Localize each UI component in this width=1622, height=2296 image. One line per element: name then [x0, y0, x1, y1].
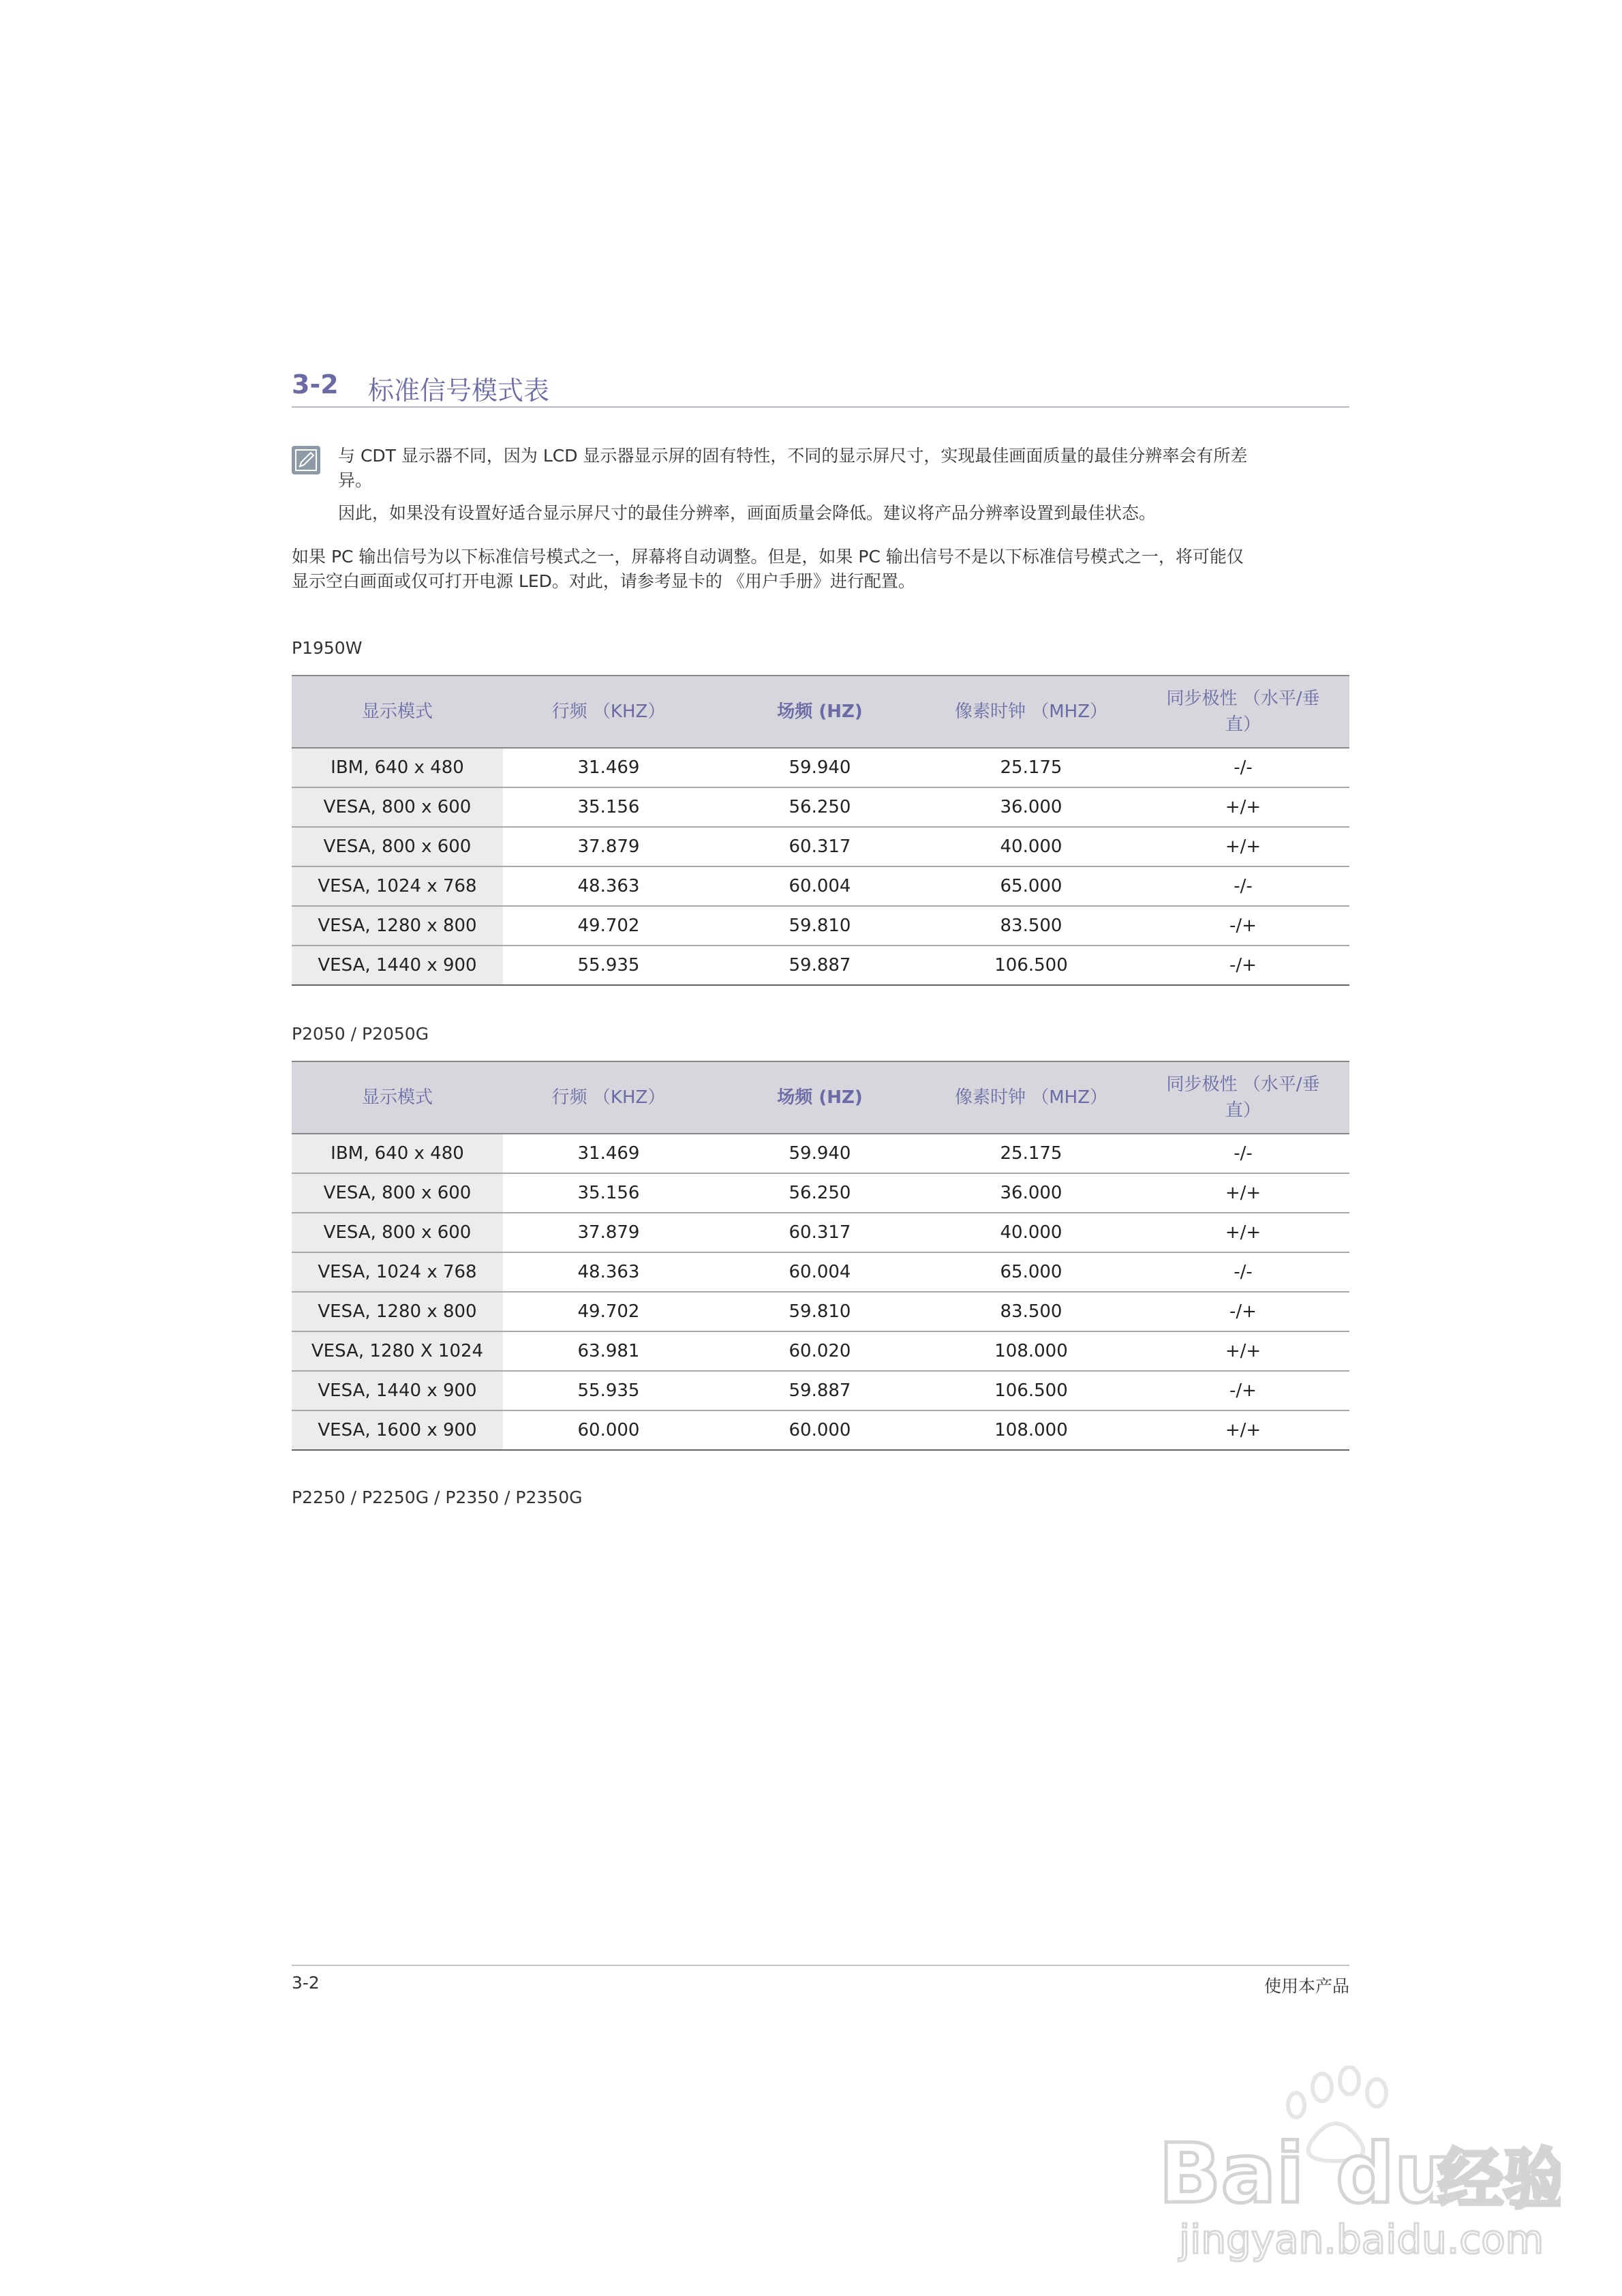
cell-polarity: -/+	[1137, 1292, 1349, 1331]
note-text-line1: 与 CDT 显示器不同，因为 LCD 显示器显示屏的固有特性，不同的显示屏尺寸，实现最佳画面质量的最佳分辨率会有所差	[338, 446, 1248, 466]
header-sync-polarity	[1137, 1061, 1349, 1134]
header-pixel-clock: 像素时钟 （MHZ）	[925, 1061, 1137, 1134]
svg-text:jingyan.baidu.com: jingyan.baidu.com	[1179, 2216, 1544, 2263]
cell-vfreq: 60.004	[714, 1252, 925, 1292]
cell-pixclk: 106.500	[925, 1371, 1137, 1410]
model-label-p2250: P2250 / P2250G / P2350 / P2350G	[292, 1487, 583, 1507]
section-number: 3-2	[292, 369, 339, 399]
table-row	[292, 1371, 1349, 1410]
cell-pixclk: 106.500	[925, 946, 1137, 985]
table-row	[292, 1331, 1349, 1371]
cell-mode: VESA, 1280 x 800	[292, 906, 503, 946]
table-row	[292, 787, 1349, 827]
model-label-p2050: P2050 / P2050G	[292, 1024, 429, 1044]
header-sync-polarity-line2: 直）	[1225, 1100, 1261, 1121]
baidu-jingyan-watermark	[1152, 2066, 1561, 2270]
cell-pixclk: 40.000	[925, 827, 1137, 866]
cell-hfreq: 37.879	[503, 1213, 714, 1252]
cell-vfreq: 59.887	[714, 1371, 925, 1410]
cell-mode: VESA, 1024 x 768	[292, 866, 503, 906]
cell-hfreq: 35.156	[503, 1173, 714, 1213]
cell-polarity: -/-	[1137, 1134, 1349, 1173]
note-text-line2: 异。	[338, 470, 373, 490]
header-display-mode: 显示模式	[292, 1061, 503, 1134]
header-vertical-freq: 场频 (HZ)	[714, 676, 925, 748]
cell-mode: VESA, 800 x 600	[292, 1173, 503, 1213]
svg-text:du: du	[1336, 2127, 1453, 2222]
cell-vfreq: 56.250	[714, 787, 925, 827]
cell-hfreq: 31.469	[503, 748, 714, 787]
cell-hfreq: 48.363	[503, 866, 714, 906]
cell-vfreq: 60.004	[714, 866, 925, 906]
header-display-mode: 显示模式	[292, 676, 503, 748]
cell-hfreq: 60.000	[503, 1410, 714, 1450]
svg-text:Bai: Bai	[1159, 2127, 1304, 2222]
cell-vfreq: 60.317	[714, 827, 925, 866]
cell-mode: IBM, 640 x 480	[292, 748, 503, 787]
cell-vfreq: 59.940	[714, 748, 925, 787]
cell-mode: VESA, 800 x 600	[292, 1213, 503, 1252]
header-pixel-clock: 像素时钟 （MHZ）	[925, 676, 1137, 748]
cell-pixclk: 36.000	[925, 787, 1137, 827]
cell-vfreq: 60.317	[714, 1213, 925, 1252]
cell-pixclk: 83.500	[925, 906, 1137, 946]
cell-vfreq: 56.250	[714, 1173, 925, 1213]
cell-pixclk: 65.000	[925, 866, 1137, 906]
cell-hfreq: 63.981	[503, 1331, 714, 1371]
cell-vfreq: 59.940	[714, 1134, 925, 1173]
cell-polarity: -/-	[1137, 748, 1349, 787]
cell-hfreq: 35.156	[503, 787, 714, 827]
table-header-row	[292, 676, 1349, 748]
cell-polarity: -/-	[1137, 866, 1349, 906]
cell-pixclk: 65.000	[925, 1252, 1137, 1292]
cell-hfreq: 49.702	[503, 906, 714, 946]
cell-mode: IBM, 640 x 480	[292, 1134, 503, 1173]
cell-vfreq: 59.810	[714, 1292, 925, 1331]
cell-pixclk: 108.000	[925, 1410, 1137, 1450]
cell-vfreq: 60.020	[714, 1331, 925, 1371]
model-label-p1950w: P1950W	[292, 638, 363, 658]
header-vertical-freq: 场频 (HZ)	[714, 1061, 925, 1134]
header-sync-polarity-line2: 直）	[1225, 714, 1261, 735]
table-row	[292, 1134, 1349, 1173]
body-text-line1: 如果 PC 输出信号为以下标准信号模式之一，屏幕将自动调整。但是，如果 PC 输出信号不是以下标准信号模式之一，将可能仅	[292, 547, 1244, 567]
cell-hfreq: 48.363	[503, 1252, 714, 1292]
table-row	[292, 946, 1349, 985]
cell-mode: VESA, 1440 x 900	[292, 1371, 503, 1410]
cell-mode: VESA, 1280 x 800	[292, 1292, 503, 1331]
cell-pixclk: 40.000	[925, 1213, 1137, 1252]
cell-hfreq: 55.935	[503, 946, 714, 985]
table-row	[292, 827, 1349, 866]
signal-mode-table-p1950w	[292, 675, 1349, 986]
table-row	[292, 1173, 1349, 1213]
cell-vfreq: 59.887	[714, 946, 925, 985]
cell-pixclk: 83.500	[925, 1292, 1137, 1331]
section-heading	[292, 368, 1349, 408]
svg-text:经验: 经验	[1438, 2141, 1561, 2218]
table-header-row	[292, 1061, 1349, 1134]
footer-page-number: 3-2	[292, 1973, 320, 1993]
body-text-line2: 显示空白画面或仅可打开电源 LED。对此，请参考显卡的 《用户手册》进行配置。	[292, 571, 915, 591]
cell-polarity: -/-	[1137, 1252, 1349, 1292]
signal-mode-table-p2050	[292, 1061, 1349, 1451]
cell-vfreq: 60.000	[714, 1410, 925, 1450]
cell-polarity: -/+	[1137, 1371, 1349, 1410]
cell-mode: VESA, 1024 x 768	[292, 1252, 503, 1292]
cell-mode: VESA, 1440 x 900	[292, 946, 503, 985]
footer-chapter-title: 使用本产品	[1264, 1976, 1349, 1996]
header-sync-polarity-line1: 同步极性 （水平/垂	[1166, 689, 1320, 709]
cell-polarity: +/+	[1137, 1213, 1349, 1252]
table-row	[292, 906, 1349, 946]
cell-mode: VESA, 1600 x 900	[292, 1410, 503, 1450]
cell-polarity: -/+	[1137, 906, 1349, 946]
note-pencil-icon	[292, 446, 320, 474]
cell-pixclk: 25.175	[925, 1134, 1137, 1173]
cell-pixclk: 108.000	[925, 1331, 1137, 1371]
table-row	[292, 748, 1349, 787]
cell-vfreq: 59.810	[714, 906, 925, 946]
cell-mode: VESA, 800 x 600	[292, 827, 503, 866]
header-horizontal-freq: 行频 （KHZ）	[503, 676, 714, 748]
cell-mode: VESA, 800 x 600	[292, 787, 503, 827]
cell-polarity: +/+	[1137, 1331, 1349, 1371]
cell-polarity: +/+	[1137, 1173, 1349, 1213]
header-sync-polarity-line1: 同步极性 （水平/垂	[1166, 1074, 1320, 1095]
table-row	[292, 1292, 1349, 1331]
cell-polarity: +/+	[1137, 1410, 1349, 1450]
cell-polarity: -/+	[1137, 946, 1349, 985]
cell-hfreq: 37.879	[503, 827, 714, 866]
cell-hfreq: 49.702	[503, 1292, 714, 1331]
cell-pixclk: 36.000	[925, 1173, 1137, 1213]
section-title: 标准信号模式表	[368, 376, 550, 406]
footer-divider	[292, 1965, 1349, 1966]
header-horizontal-freq: 行频 （KHZ）	[503, 1061, 714, 1134]
header-sync-polarity	[1137, 676, 1349, 748]
cell-hfreq: 55.935	[503, 1371, 714, 1410]
table-row	[292, 1410, 1349, 1450]
table-row	[292, 1213, 1349, 1252]
table-row	[292, 866, 1349, 906]
table-row	[292, 1252, 1349, 1292]
cell-polarity: +/+	[1137, 827, 1349, 866]
cell-pixclk: 25.175	[925, 748, 1137, 787]
cell-hfreq: 31.469	[503, 1134, 714, 1173]
note-text-line3: 因此，如果没有设置好适合显示屏尺寸的最佳分辨率，画面质量会降低。建议将产品分辨率设置到最佳状态。	[338, 503, 1157, 523]
cell-mode: VESA, 1280 X 1024	[292, 1331, 503, 1371]
cell-polarity: +/+	[1137, 787, 1349, 827]
